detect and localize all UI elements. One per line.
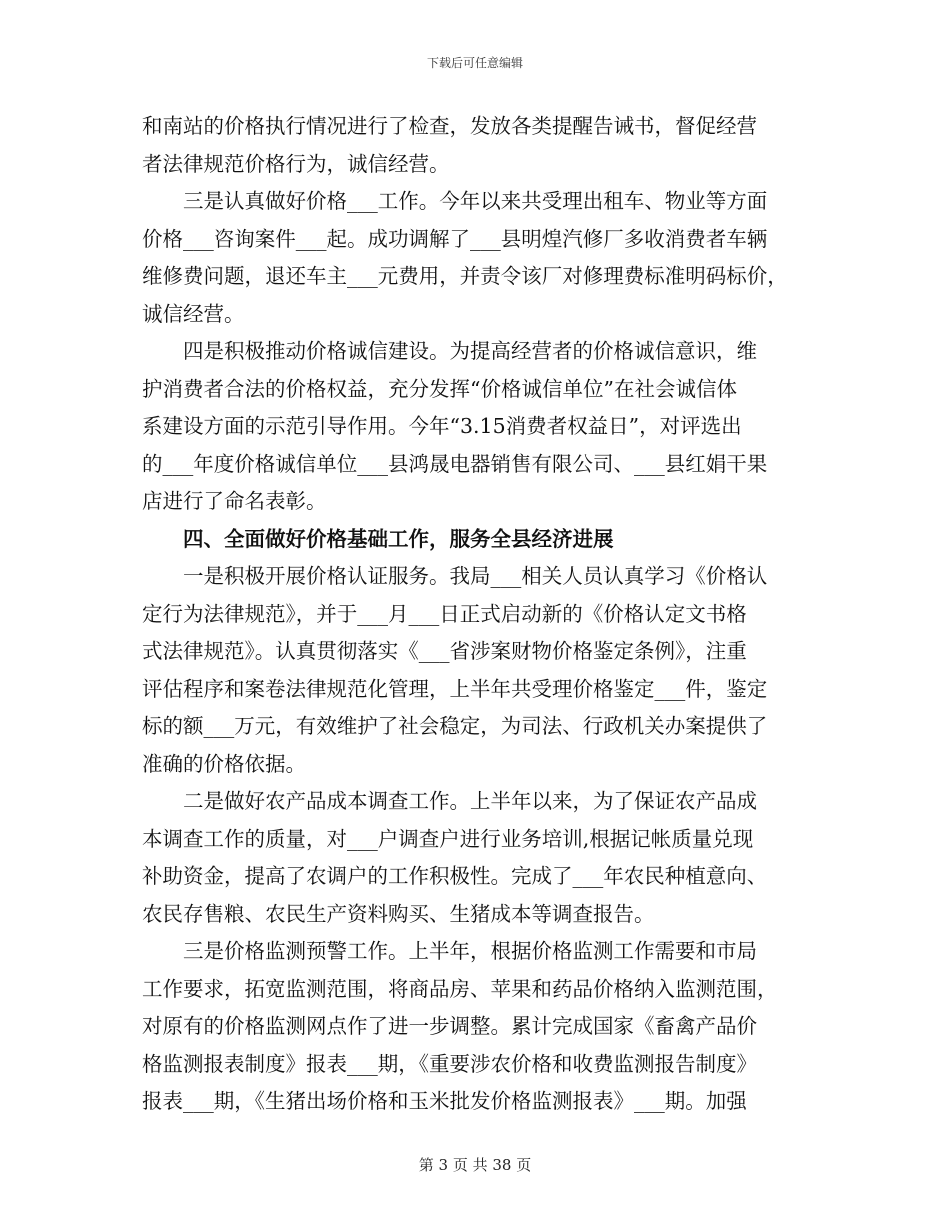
text-line: 维修费问题，退还车主___元费用，并责令该厂对修理费标准明码标价， <box>142 264 788 288</box>
section-heading: 四、全面做好价格基础工作，服务全县经济进展 <box>183 526 614 551</box>
text-line: 准确的价格依据。 <box>142 751 306 776</box>
text-line: 的___年度价格诚信单位___县鸿晟电器销售有限公司、___县红娟干果 <box>142 451 768 476</box>
text-line: 定行为法律规范》，并于___月___日正式启动新的《价格认定文书格 <box>142 601 747 626</box>
paragraph-start: 四是积极推动价格诚信建设。为提高经营者的价格诚信意识，维 <box>183 339 757 363</box>
document-body <box>142 108 812 1121</box>
text-line: 对原有的价格监测网点作了进一步调整。累计完成国家《畜禽产品价 <box>142 1014 757 1038</box>
text-line: 者法律规范价格行为，诚信经营。 <box>142 151 450 176</box>
text-line: 诚信经营。 <box>142 301 245 326</box>
text-line: 和南站的价格执行情况进行了检查，发放各类提醒告诫书，督促经营 <box>142 114 757 138</box>
text-line: 系建设方面的示范引导作用。今年“3.15消费者权益日”，对评选出 <box>142 414 742 438</box>
page-header-note: 下载后可任意编辑 <box>426 56 523 70</box>
text-line: 标的额___万元，有效维护了社会稳定，为司法、行政机关办案提供了 <box>142 714 768 738</box>
text-line: 店进行了命名表彰。 <box>142 489 327 513</box>
text-line: 本调查工作的质量，对___户调查户进行业务培训,根据记帐质量兑现 <box>142 826 754 851</box>
text-line: 式法律规范》。认真贯彻落实《___省涉案财物价格鉴定条例》，注重 <box>142 639 747 663</box>
text-line: 格监测报表制度》报表___期，《重要涉农价格和收费监测报告制度》 <box>142 1051 757 1076</box>
paragraph-start: 三是认真做好价格___工作。今年以来共受理出租车、物业等方面 <box>183 189 768 213</box>
text-line: 补助资金，提高了农调户的工作积极性。完成了___年农民种植意向、 <box>142 864 768 888</box>
text-line: 护消费者合法的价格权益，充分发挥“价格诚信单位”在社会诚信体 <box>142 376 737 401</box>
text-line: 农民存售粮、农民生产资料购买、生猪成本等调查报告。 <box>142 901 655 926</box>
text-line: 工作要求，拓宽监测范围，将商品房、苹果和药品价格纳入监测范围， <box>142 976 778 1001</box>
paragraph-start: 二是做好农产品成本调查工作。上半年以来，为了保证农产品成 <box>183 789 757 813</box>
paragraph-start: 三是价格监测预警工作。上半年，根据价格监测工作需要和市局 <box>183 939 757 963</box>
paragraph-start: 一是积极开展价格认证服务。我局___相关人员认真学习《价格认 <box>183 564 768 588</box>
text-line: 价格___咨询案件___起。成功调解了___县明煌汽修厂多收消费者车辆 <box>142 226 768 251</box>
page-number: 第 3 页 共 38 页 <box>418 1156 532 1174</box>
text-line: 评估程序和案卷法律规范化管理，上半年共受理价格鉴定___件，鉴定 <box>142 676 768 701</box>
text-line: 报表___期，《生猪出场价格和玉米批发价格监测报表》___期。加强 <box>142 1089 747 1113</box>
